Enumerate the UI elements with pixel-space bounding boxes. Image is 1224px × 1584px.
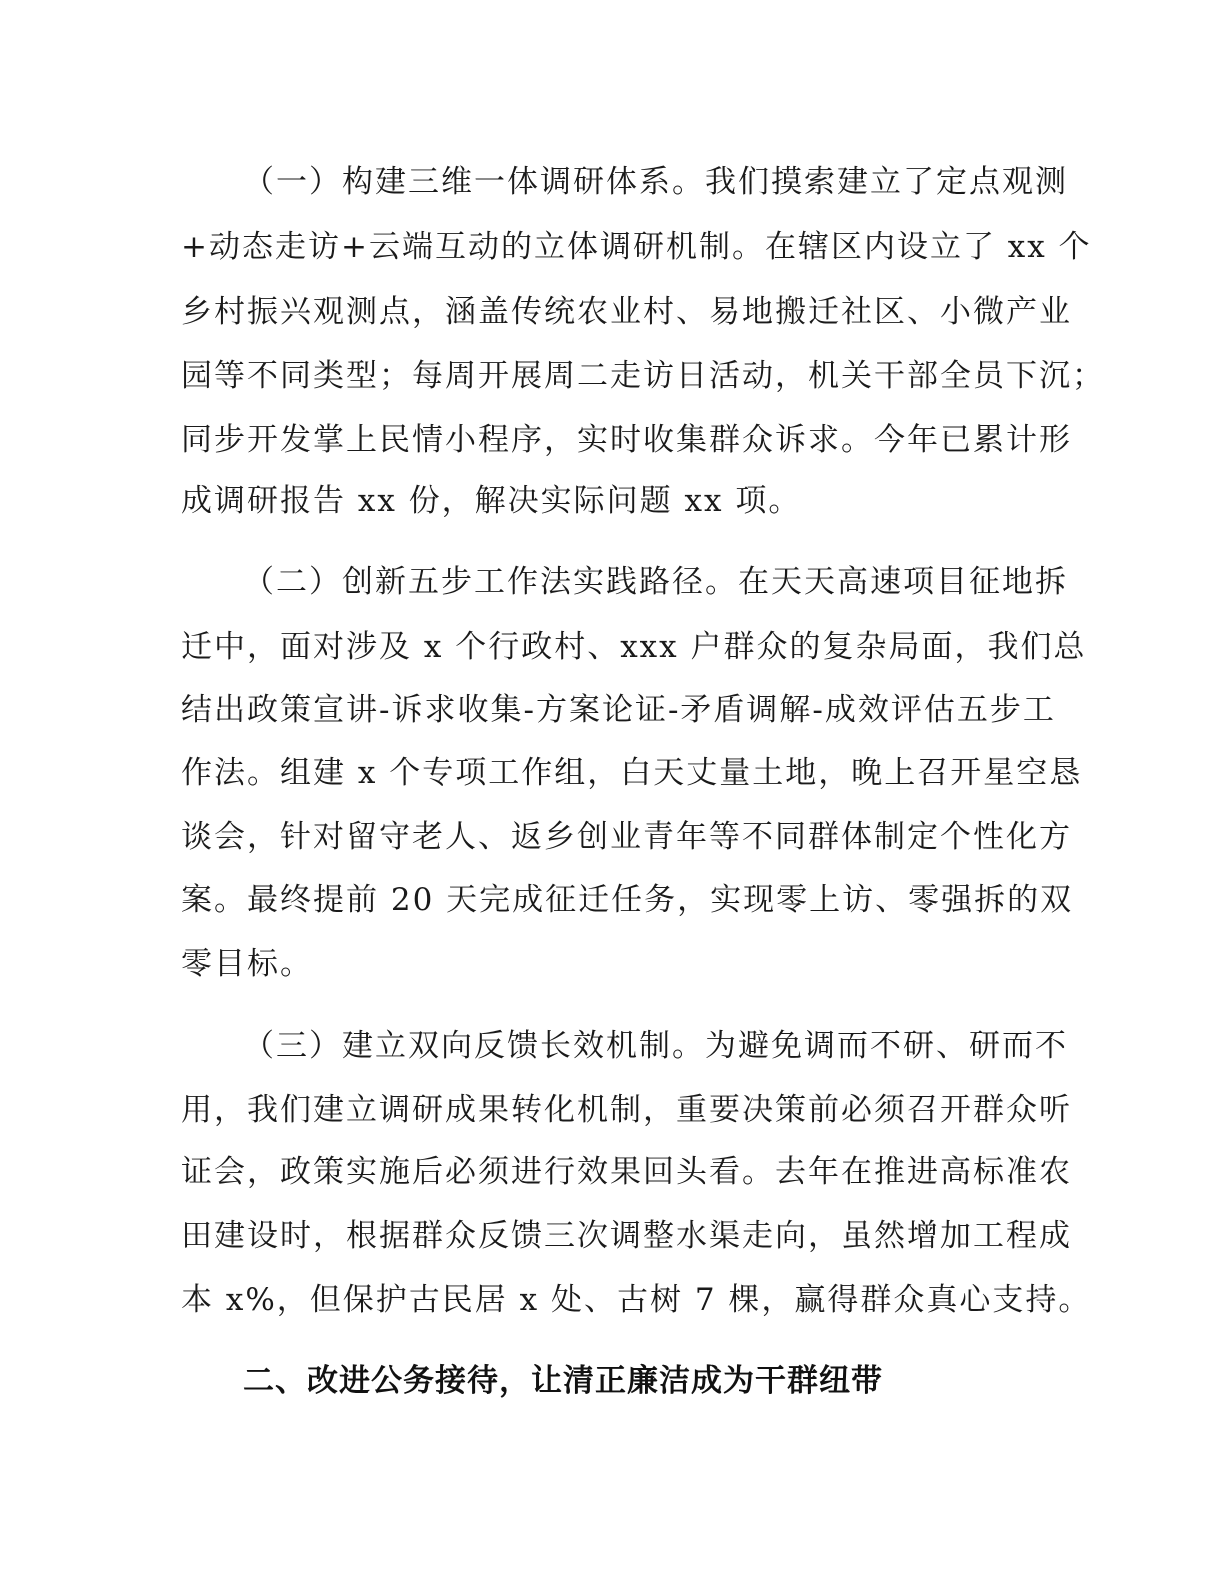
paragraph-line: （三）建立双向反馈长效机制。为避免调而不研、研而不 (243, 1028, 1068, 1064)
paragraph-line: +动态走访+云端互动的立体调研机制。在辖区内设立了 xx 个 (181, 229, 1092, 265)
paragraph-line: 园等不同类型；每周开展周二走访日活动，机关干部全员下沉； (181, 358, 1105, 394)
paragraph-line: 田建设时，根据群众反馈三次调整水渠走向，虽然增加工程成 (181, 1218, 1072, 1254)
paragraph-line: 成调研报告 xx 份，解决实际问题 xx 项。 (181, 483, 802, 519)
paragraph-line: 本 x%，但保护古民居 x 处、古树 7 棵，赢得群众真心支持。 (181, 1282, 1092, 1318)
paragraph-line: 迁中，面对涉及 x 个行政村、xxx 户群众的复杂局面，我们总 (181, 629, 1087, 665)
paragraph-line: 证会，政策实施后必须进行效果回头看。去年在推进高标准农 (181, 1154, 1072, 1190)
paragraph-line: 作法。组建 x 个专项工作组，白天丈量土地，晚上召开星空恳 (181, 755, 1083, 791)
paragraph-line: （一）构建三维一体调研体系。我们摸索建立了定点观测 (243, 164, 1068, 200)
paragraph-line: 结出政策宣讲-诉求收集-方案论证-矛盾调解-成效评估五步工 (181, 692, 1056, 728)
paragraph-line: （二）创新五步工作法实践路径。在天天高速项目征地拆 (243, 564, 1068, 600)
paragraph-line: 用，我们建立调研成果转化机制，重要决策前必须召开群众听 (181, 1092, 1072, 1128)
paragraph-line: 案。最终提前 20 天完成征迁任务，实现零上访、零强拆的双 (181, 882, 1074, 918)
paragraph-line: 同步开发掌上民情小程序，实时收集群众诉求。今年已累计形 (181, 422, 1072, 458)
paragraph-line: 零目标。 (181, 946, 313, 982)
paragraph-line: 乡村振兴观测点，涵盖传统农业村、易地搬迁社区、小微产业 (181, 294, 1072, 330)
paragraph-line: 谈会，针对留守老人、返乡创业青年等不同群体制定个性化方 (181, 819, 1072, 855)
section-heading: 二、改进公务接待，让清正廉洁成为干群纽带 (243, 1363, 883, 1399)
